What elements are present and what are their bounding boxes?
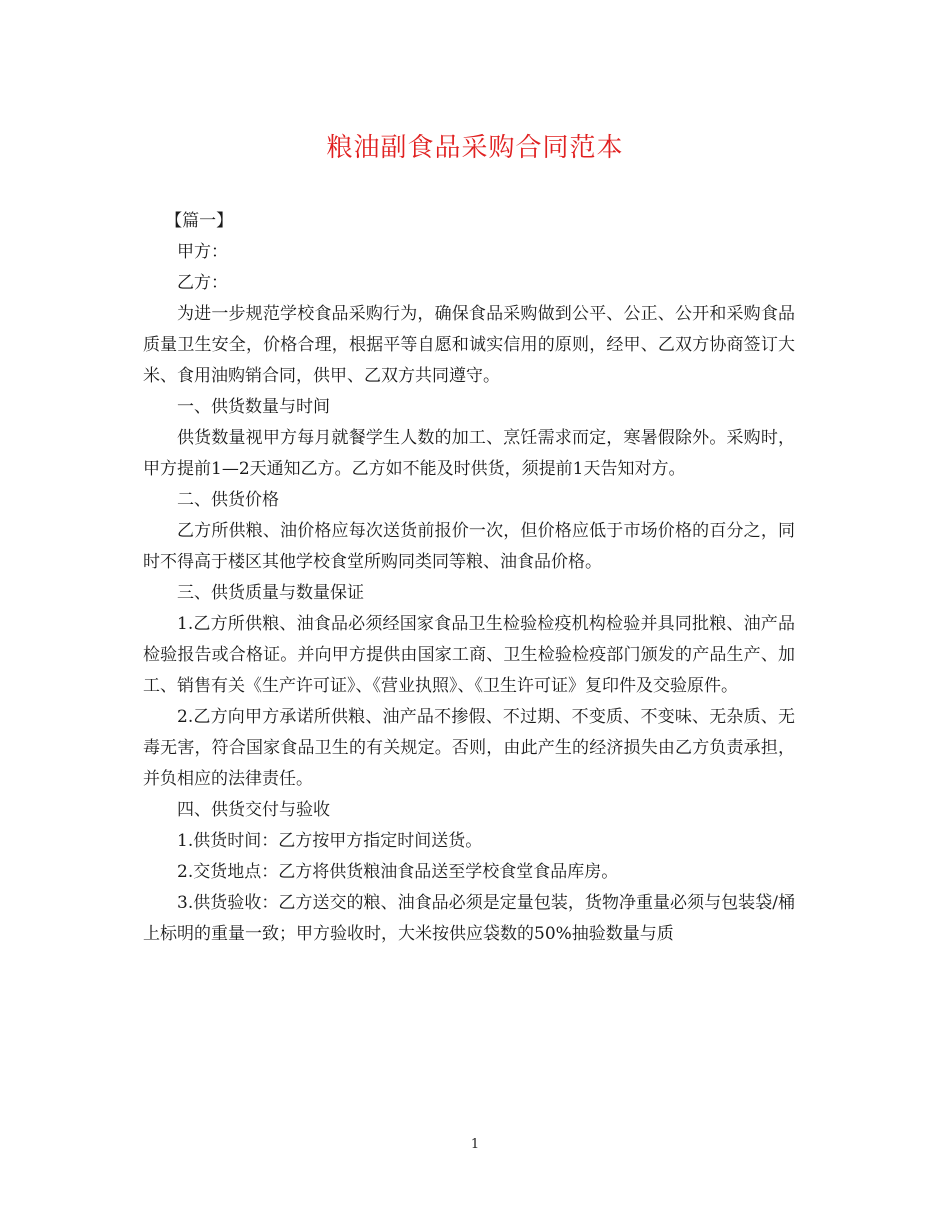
clause-paragraph: 2.乙方向甲方承诺所供粮、油产品不掺假、不过期、不变质、不变味、无杂质、无毒无害，符合国家食品卫生的有关规定。否则，由此产生的经济损失由乙方负责承担，并负相应的法律责任。 [143,707,795,789]
clause-paragraph: 1.乙方所供粮、油食品必须经国家食品卫生检验检疫机构检验并具同批粮、油产品检验报告或合格证。并向甲方提供由国家工商、卫生检验检疫部门颁发的产品生产、加工、销售有关《生产许可证》、《营业执照》、《卫生许可证》复印件及交验原件。 [143,614,795,696]
clause-heading-1: 一、供货数量与时间 [177,397,330,417]
clause-paragraph: 2.交货地点：乙方将供货粮油食品送至学校食堂食品库房。 [177,862,619,882]
page-number: 1 [470,1137,480,1152]
clause-heading-3: 三、供货质量与数量保证 [177,583,364,603]
party-a-line: 甲方： [177,242,228,262]
clause-paragraph: 乙方所供粮、油价格应每次送货前报价一次，但价格应低于市场价格的百分之，同时不得高于楼区其他学校食堂所购同类同等粮、油食品价格。 [143,521,795,572]
section-heading-part-one: 【篇一】 [165,211,234,231]
document-body [143,206,795,950]
party-b-line: 乙方： [177,273,228,293]
intro-paragraph: 为进一步规范学校食品采购行为，确保食品采购做到公平、公正、公开和采购食品质量卫生安全，价格合理，根据平等自愿和诚实信用的原则，经甲、乙双方协商签订大米、食用油购销合同，供甲、乙双方共同遵守。 [143,304,795,386]
clause-paragraph: 供货数量视甲方每月就餐学生人数的加工、烹饪需求而定，寒暑假除外。采购时，甲方提前1—2天通知乙方。乙方如不能及时供货，须提前1天告知对方。 [143,428,795,479]
document-title: 粮油副食品采购合同范本 [326,133,624,163]
clause-paragraph: 1.供货时间：乙方按甲方指定时间送货。 [177,831,483,851]
clause-paragraph: 3.供货验收：乙方送交的粮、油食品必须是定量包装，货物净重量必须与包装袋/桶上标明的重量一致；甲方验收时，大米按供应袋数的50%抽验数量与质 [143,893,795,944]
clause-heading-4: 四、供货交付与验收 [177,800,330,820]
clause-heading-2: 二、供货价格 [177,490,279,510]
